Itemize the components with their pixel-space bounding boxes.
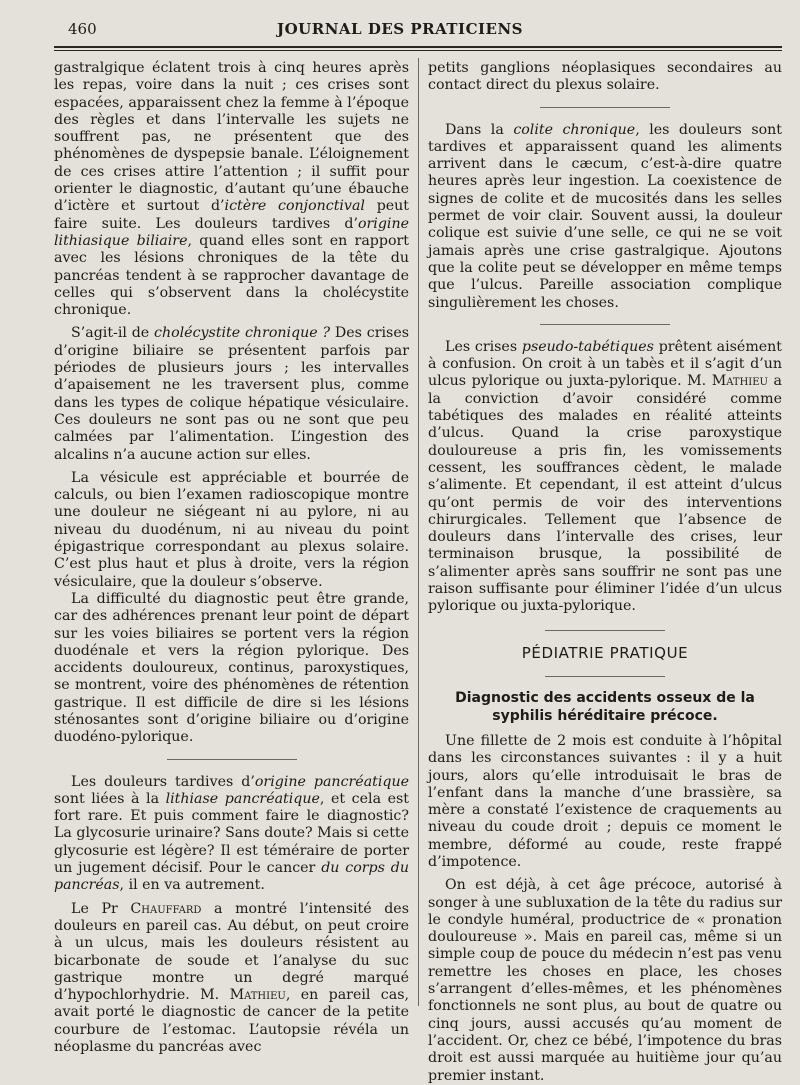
page-number: 460 <box>68 20 97 38</box>
paragraph: S’agit-il de cholécystite chronique ? Des crises d’origine biliaire se présentent parfois par périodes de plusieurs jours ; les intervalles d’apaisement ne les traversent plus, comme dans les types de colique hépatique vésiculaire. Ces douleurs ne sont pas ou ne sont que peu calmées par l’alimentation. L’ingestion des alcalins n’a aucune action sur elles. <box>54 325 409 463</box>
paragraph: gastralgique éclatent trois à cinq heures après les repas, voire dans la nuit ; ces crises sont espacées, apparaissent chez la femme à l’époque des règles et dans l’intervalle les sujets ne souffrent pas, ne présentent que des phénomènes de dyspepsie banale. L’éloignement de ces crises attire l’attention ; il suffit pour orienter le diagnostic, d’autant qu’une ébauche d’ictère et surtout d’ictère conjonctival peut faire suite. Les douleurs tardives d’origine lithiasique biliaire, quand elles sont en rapport avec les lésions chroniques de la tête du pancréas tendent à se rapprocher davantage de celles qui s’observent dans la cholécystite chronique. <box>54 60 410 319</box>
article-title: Diagnostic des accidents osseux de la syphilis héréditaire précoce. <box>455 689 755 724</box>
paragraph: La difficulté du diagnostic peut être grande, car des adhérences prenant leur point de départ sur les voies biliaires se portent vers la région duodénale et vers la région pylorique. Des accidents douloureux, continus, paroxystiques, se montrent, voire des phénomènes de rétention gastrique. Il est difficile de dire si les lésions sténosantes sont d’origine biliaire ou d’origine duodéno-pylorique. <box>54 590 409 746</box>
header-rule <box>54 46 782 48</box>
section-rule <box>545 676 665 677</box>
separator <box>540 107 670 108</box>
column-divider <box>418 58 419 1006</box>
paragraph: Dans la colite chronique, les douleurs sont tardives et apparaissent quand les aliments arrivent dans le cæcum, c’est-à-dire quatre heures après leur ingestion. La coexistence de signes de colite et de mucosités dans les selles permet de voir clair. Souvent aussi, la douleur colique est suivie d’une selle, ce qui ne se voit jamais après une crise gastralgique. Ajoutons que la colite peut se développer en même temps que l’ulcus. Pareille association complique singulièrement les choses. <box>428 121 782 311</box>
running-title: JOURNAL DES PRATICIENS <box>277 20 523 38</box>
section-title: PÉDIATRIE PRATIQUE <box>521 643 689 662</box>
paragraph: Une fillette de 2 mois est conduite à l’hôpital dans les circonstances suivantes : il y a huit jours, alors qu’elle introduisait le bras de l’enfant dans la manche d’une brassière, sa mère a constaté l’existence de craquements au niveau du coude droit ; depuis ce moment le membre, déformé au coude, reste frappé d’impotence. <box>428 732 782 870</box>
header-rule-thin <box>54 50 782 51</box>
paragraph: Les crises pseudo-tabétiques prêtent aisément à confusion. On croit à un tabès et il s’agit d’un ulcus pylorique ou juxta-pylorique. M. Mathieu a la conviction d’avoir considéré comme tabétiques des malades en réalité atteints d’ulcus. Quand la crise paroxystique douloureuse a pris fin, les vomissements cessent, les souffrances cèdent, le malade s’alimente. Et cependant, il est atteint d’ulcus qu’ont permis de voir des interventions chirurgicales. Tellement que l’absence de douleurs dans l’intervalle des crises, leur terminaison brusque, la possibilité de s’alimenter après sans souffrir ne sont pas une raison suffisante pour éliminer l’idée d’un ulcus pylorique ou juxta-pylorique. <box>428 338 783 615</box>
paragraph: On est déjà, à cet âge précoce, autorisé à songer à une subluxation de la tête du radius sur le condyle huméral, productrice de « pronation douloureuse ». Mais en pareil cas, même si un simple coup de pouce du médecin n’est pas venu remettre les choses en place, les choses s’arrangent d’elles-mêmes, et les phénomènes fonctionnels ne sont plus, au bout de quatre ou cinq jours, aussi accusés qu’au moment de l’accident. Or, chez ce bébé, l’impotence du bras droit est aussi marquée au huitième jour qu’au premier instant. <box>428 877 782 1084</box>
paragraph: Les douleurs tardives d’origine pancréatique sont liées à la lithiase pancréatique, et cela est fort rare. Et puis comment faire le diagnostic? La glycosurie urinaire? Sans doute? Mais si cette glycosurie est légère? Il est téméraire de porter un jugement décisif. Pour le cancer du corps du pancréas, il en va autrement. <box>54 773 410 894</box>
separator <box>540 324 670 325</box>
right-column <box>428 60 782 1085</box>
paragraph: Le Pr Chauffard a montré l’intensité des douleurs en pareil cas. Au début, on peut croire à un ulcus, mais les douleurs résistent au bicarbonate de soude et l’analyse du suc gastrique montre un degré marqué d’hypochlorhydrie. M. Mathieu, en pareil cas, avait porté le diagnostic de cancer de la petite courbure de l’estomac. L’autopsie révéla un néoplasme du pancréas avec <box>54 900 409 1056</box>
paragraph: petits ganglions néoplasiques secondaires au contact direct du plexus solaire. <box>428 60 782 94</box>
section-rule <box>545 630 665 631</box>
separator <box>167 759 297 760</box>
paragraph: La vésicule est appréciable et bourrée de calculs, ou bien l’examen radioscopique montre une douleur ne siégeant ni au pylore, ni au niveau du duodénum, ni au niveau du point épigastrique correspondant au plexus solaire. C’est plus haut et plus à droite, vers la région vésiculaire, que la douleur s’observe. <box>54 469 409 590</box>
page-header <box>0 18 800 44</box>
left-column <box>54 60 409 1056</box>
